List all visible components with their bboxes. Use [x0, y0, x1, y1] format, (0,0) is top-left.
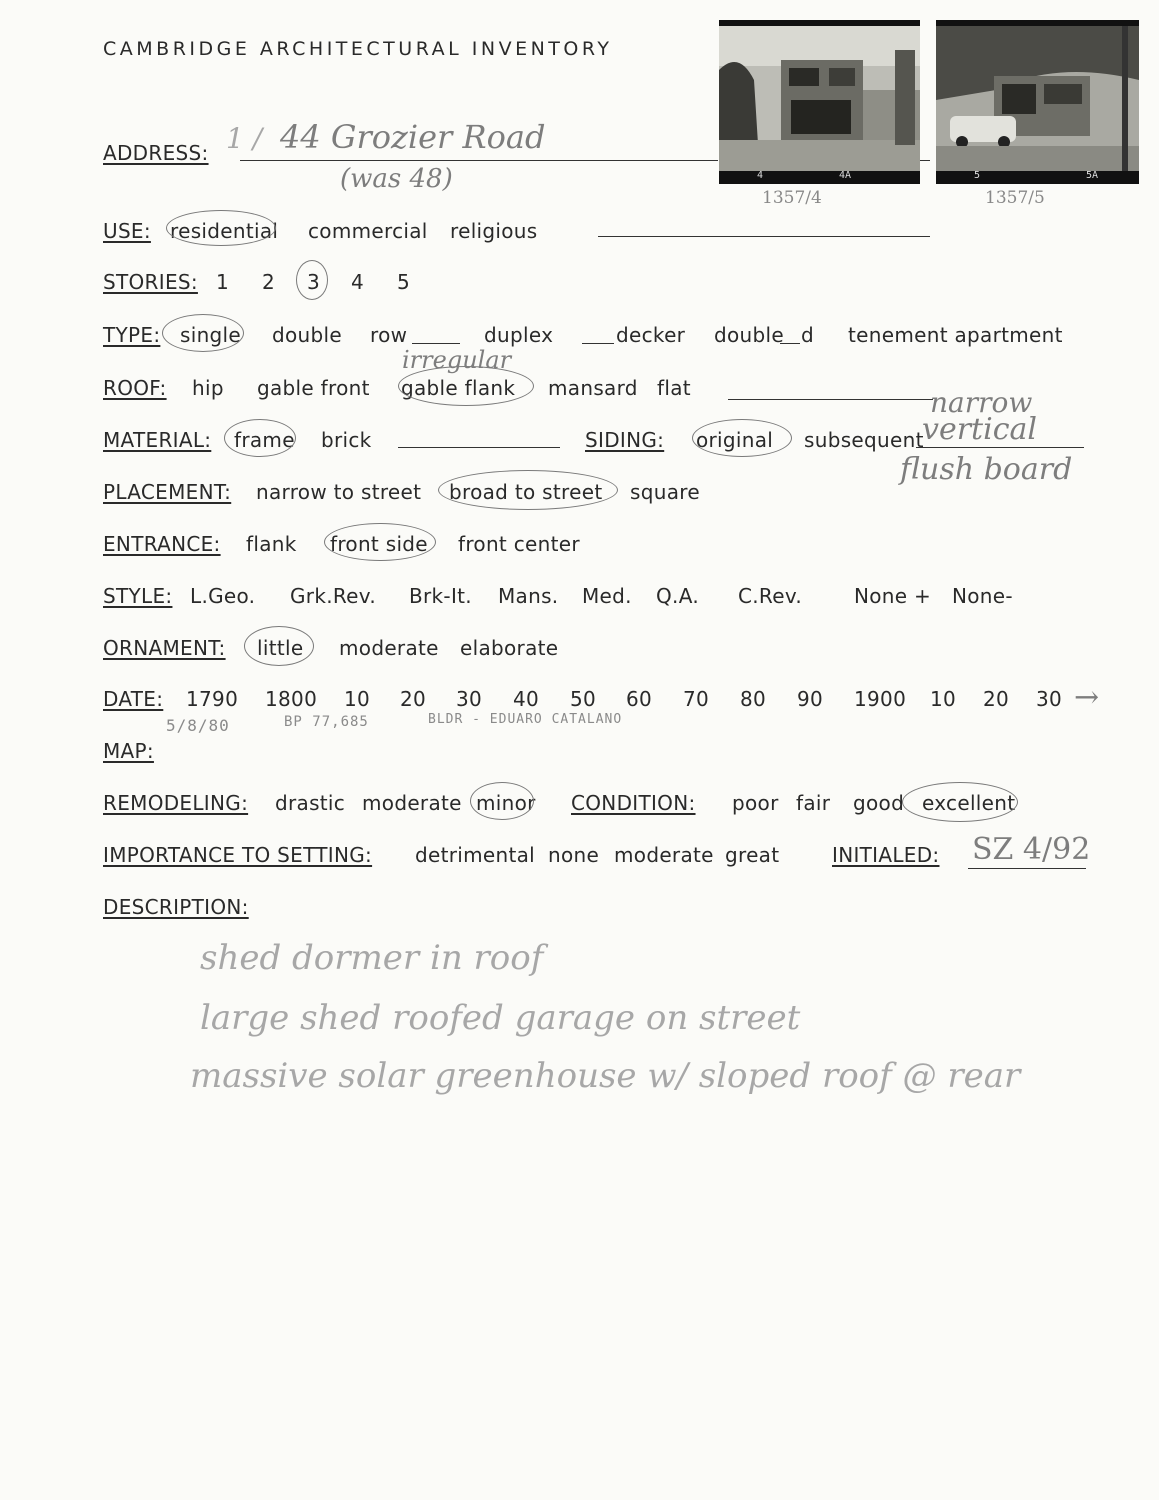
photo-frame-code: 4A — [839, 170, 852, 181]
style-option: Q.A. — [656, 584, 699, 608]
remodeling-label: REMODELING: — [103, 791, 249, 815]
date-option: 1790 — [186, 687, 239, 711]
style-option: Med. — [582, 584, 632, 608]
stories-option: 2 — [262, 270, 276, 294]
selection-circle — [244, 626, 314, 666]
address-line-end — [920, 160, 930, 161]
date-option: 10 — [344, 687, 371, 711]
stories-label: STORIES: — [103, 270, 198, 294]
selection-circle — [692, 419, 792, 457]
entrance-option-front-side: front side — [330, 532, 428, 556]
selection-circle — [162, 314, 244, 352]
style-option: C.Rev. — [738, 584, 803, 608]
date-option: 80 — [740, 687, 767, 711]
type-option-tenement: tenement apartment — [848, 323, 1063, 347]
building-photo-street — [936, 20, 1139, 184]
initialed-line — [968, 868, 1086, 869]
date-arrow-icon: → — [1074, 680, 1100, 715]
style-option: None + — [854, 584, 932, 608]
date-option: 20 — [400, 687, 427, 711]
type-option-duplex: duplex — [484, 323, 554, 347]
description-line: massive solar greenhouse w/ sloped roof @ rear — [190, 1056, 1021, 1096]
roof-option-gable-front: gable front — [257, 376, 370, 400]
use-option-residential: residential — [170, 219, 279, 243]
placement-option-square: square — [630, 480, 700, 504]
address-line — [240, 160, 718, 161]
ornament-option-little: little — [257, 636, 304, 660]
remodeling-option-moderate: moderate — [362, 791, 462, 815]
siding-option-subsequent: subsequent — [804, 428, 924, 452]
type-option-double: double — [272, 323, 342, 347]
date-option: 30 — [1036, 687, 1063, 711]
material-option-brick: brick — [321, 428, 372, 452]
use-option-religious: religious — [450, 219, 538, 243]
roof-other-line — [728, 399, 933, 400]
siding-option-original: original — [696, 428, 774, 452]
material-label: MATERIAL: — [103, 428, 212, 452]
date-option: 50 — [570, 687, 597, 711]
type-label: TYPE: — [103, 323, 161, 347]
use-option-commercial: commercial — [308, 219, 428, 243]
stories-option: 4 — [351, 270, 365, 294]
roof-option-gable-flank: gable flank — [401, 376, 516, 400]
selection-circle — [438, 470, 618, 510]
style-option: Mans. — [498, 584, 559, 608]
use-label: USE: — [103, 219, 151, 243]
selection-circle — [470, 782, 534, 820]
use-other-line — [598, 236, 930, 237]
type-option-decker: decker — [616, 323, 686, 347]
importance-option-none: none — [548, 843, 600, 867]
condition-label: CONDITION: — [571, 791, 696, 815]
date-option: 20 — [983, 687, 1010, 711]
condition-option-excellent: excellent — [922, 791, 1016, 815]
type-double-d-line — [780, 343, 800, 344]
remodeling-option-minor: minor — [476, 791, 536, 815]
roof-option-hip: hip — [192, 376, 224, 400]
date-option: 40 — [513, 687, 540, 711]
siding-other-line — [916, 447, 1084, 448]
stories-option-selected: 3 — [307, 270, 321, 294]
initialed-value: SZ 4/92 — [972, 832, 1091, 867]
permit-note: BP 77,685 — [284, 714, 369, 730]
type-option-d: d — [801, 323, 814, 347]
roof-label: ROOF: — [103, 376, 167, 400]
entrance-option-flank: flank — [246, 532, 297, 556]
map-label: MAP: — [103, 739, 154, 763]
siding-note: vertical — [922, 412, 1037, 447]
style-option: Brk-It. — [409, 584, 472, 608]
photo-frame-code: 5A — [1086, 170, 1099, 181]
selection-circle — [296, 260, 328, 300]
roof-note: narrow — [930, 386, 1033, 419]
selection-circle — [324, 523, 436, 561]
description-line: large shed roofed garage on street — [200, 998, 801, 1038]
builder-note: BLDR - EDUARO CATALANO — [428, 712, 623, 727]
style-option: Grk.Rev. — [290, 584, 377, 608]
address-mark: 1 / — [226, 122, 263, 155]
entrance-option-front-center: front center — [458, 532, 580, 556]
placement-label: PLACEMENT: — [103, 480, 232, 504]
type-decker-line — [582, 343, 614, 344]
condition-option-fair: fair — [796, 791, 831, 815]
importance-option-moderate: moderate — [614, 843, 714, 867]
building-photo-front — [719, 20, 920, 184]
remodeling-option-drastic: drastic — [275, 791, 346, 815]
condition-option-good: good — [853, 791, 905, 815]
selection-circle — [902, 782, 1018, 822]
importance-option-great: great — [725, 843, 780, 867]
photo-caption: 1357/4 — [762, 188, 822, 208]
roof-annotation: irregular — [402, 346, 512, 374]
address-value: 44 Grozier Road — [280, 118, 546, 156]
style-option: None- — [952, 584, 1013, 608]
condition-option-poor: poor — [732, 791, 779, 815]
date-option: 90 — [797, 687, 824, 711]
siding-note: flush board — [900, 452, 1073, 487]
date-option: 70 — [683, 687, 710, 711]
selection-circle — [224, 419, 296, 457]
type-option-row: row — [370, 323, 408, 347]
stories-option: 5 — [397, 270, 411, 294]
date-note: 5/8/80 — [166, 716, 230, 735]
photo-frame-number: 5 — [974, 170, 981, 181]
ornament-option-elaborate: elaborate — [460, 636, 559, 660]
ornament-label: ORNAMENT: — [103, 636, 226, 660]
entrance-label: ENTRANCE: — [103, 532, 221, 556]
ornament-option-moderate: moderate — [339, 636, 439, 660]
material-other-line — [398, 447, 560, 448]
selection-circle — [166, 210, 279, 246]
siding-label: SIDING: — [585, 428, 665, 452]
initialed-label: INITIALED: — [832, 843, 940, 867]
placement-option-narrow: narrow to street — [256, 480, 422, 504]
type-option-double-d: double — [714, 323, 784, 347]
style-label: STYLE: — [103, 584, 173, 608]
description-label: DESCRIPTION: — [103, 895, 249, 919]
placement-option-broad: broad to street — [449, 480, 603, 504]
form-title: CAMBRIDGE ARCHITECTURAL INVENTORY — [103, 38, 613, 60]
date-option: 30 — [456, 687, 483, 711]
date-option: 60 — [626, 687, 653, 711]
style-option: L.Geo. — [190, 584, 256, 608]
type-row-line — [412, 343, 460, 344]
stories-option: 1 — [216, 270, 230, 294]
description-line: shed dormer in roof — [200, 938, 544, 978]
importance-label: IMPORTANCE TO SETTING: — [103, 843, 373, 867]
roof-option-mansard: mansard — [548, 376, 638, 400]
date-label: DATE: — [103, 687, 164, 711]
type-option-single: single — [180, 323, 242, 347]
date-option: 1900 — [854, 687, 907, 711]
importance-option-detrimental: detrimental — [415, 843, 536, 867]
date-option: 10 — [930, 687, 957, 711]
photo-frame-number: 4 — [757, 170, 764, 181]
roof-option-flat: flat — [657, 376, 691, 400]
address-label: ADDRESS: — [103, 141, 209, 165]
material-option-frame: frame — [234, 428, 295, 452]
photo-caption: 1357/5 — [985, 188, 1045, 208]
address-note: (was 48) — [340, 164, 453, 194]
date-option: 1800 — [265, 687, 318, 711]
